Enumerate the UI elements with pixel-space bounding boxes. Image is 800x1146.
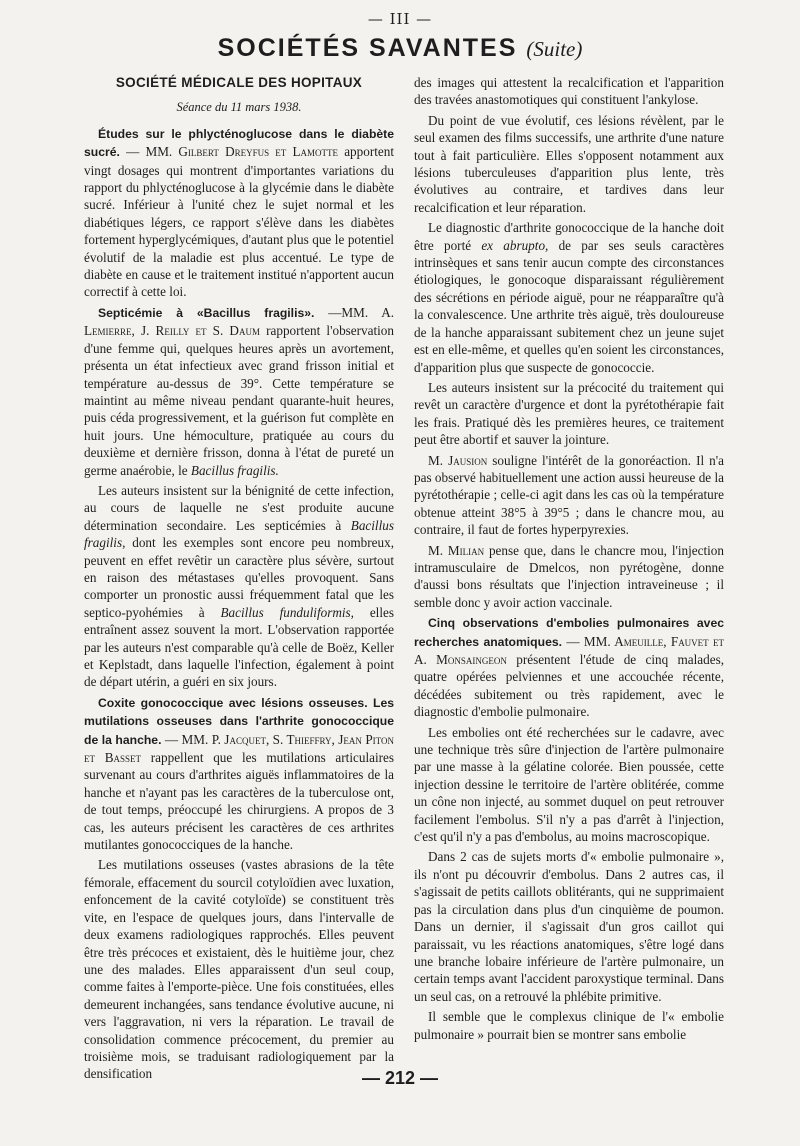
paragraph-text: souligne l'intérêt de la gonoréaction. Il n'a pas observé habituellement une action aussi heureuse de la pyrétothérapie ; celle-ci agit dans les cas où la température obtenue atteint 38°5 à 39°5 ; dans le chancre mou, au contraire, il faut de fortes hyperpyrexies. (414, 452, 725, 538)
article-title: Coxite gonococcique avec lésions osseuses. Les mutilations osseuses dans l'arthrite gonococcique de la hanche. (84, 695, 394, 747)
paragraph-text: elles entraînent assez souvent la mort. L'observation rapportée par les auteurs n'est comparable qu'à celle de Boëz, Keller et Keplstadt, dans laquelle l'infection, également à point de départ utérin, a guéri en six jours. (84, 604, 394, 690)
article-authors: — MM. P. Jacquet, S. Thieffry, Jean Piton et Basset (84, 731, 394, 766)
title-text: SOCIÉTÉS SAVANTES (217, 34, 518, 62)
paragraph-text: dont les exemples sont encore peu nombreux, peuvent en effet revêtir un caractère plus sévère, surtout en raison des métastases qu'elles provoquent. Sans comporter un pronostic aussi fréquemment fatal que les septico-pyohémies à (84, 535, 395, 620)
paragraph (414, 219, 724, 376)
article-authors: — MM. Gilbert Dreyfus et Lamotte (126, 144, 339, 160)
article-phlyctenoglucose (84, 125, 394, 301)
article-text: rappellent que les mutilations articulaires survenant au cours d'arthrites aiguës inflammatoires de la hanche et n'ayant pas les caractères de la tuberculose ont, de tout temps, préoccupé les chirurgiens. A propos de 3 cas, les auteurs précisent les caractères de ces arthrites mutilantes gonococciques de la hanche. (84, 750, 395, 853)
page-title (0, 34, 800, 63)
bacillus-name: Bacillus fragilis. (190, 462, 279, 478)
paragraph: Du point de vue évolutif, ces lésions révèlent, par le seul examen des films successifs, une arthrite d'une nature tout à fait particulière. Elles s'opposent notamment aux lésions tuberculeuses d'apparition plus lente, très évolutives au contraire, et tardives dans leur recalcification et leur réparation. (414, 112, 724, 215)
right-column (414, 74, 724, 1046)
paragraph: des images qui attestent la recalcification et l'apparition des travées anastomotiques qui constituent l'ankylose. (414, 75, 724, 108)
paragraph: Les mutilations osseuses (vastes abrasions de la tête fémorale, effacement du sourcil cotyloïdien avec luxation, enfoncement de la cavité cotyloïde) se constituent très vite, en l'espace de quelques jours, dans l'intervalle de deux examens radiologiques rapprochés. Elles peuvent être très précoces et existaient, dès le huitième jour, chez une des malades. Elles apparaissent d'un seul coup, comme faites à l'emporte-pièce. Une fois constituées, elles demeurent inchangées, sans tendance évolutive aucune, ni vers l'aggravation, ni vers la réparation. Le travail de consolidation commence précocement, du premier au troisième mois, se traduisant radiologiquement par la densification (84, 857, 394, 1082)
paragraph: Les embolies ont été recherchées sur le cadavre, avec une technique très sûre d'injection de l'artère pulmonaire par une masse à la gélatine colorée. Bien poussée, cette injection dessine le territoire de l'artère oblitérée, comme un cône non injecté, au sommet duquel on peut retrouver facilement l'embolus. S'il n'y a pas d'arrêt à l'injection, c'est qu'il n'y a pas d'embolus, au moins macroscopique. (414, 724, 724, 845)
paragraph-text: Les auteurs insistent sur la bénignité de cette infection, au cours de laquelle ne s'est produite aucune détermination secondaire. Les septicémies à (84, 482, 394, 533)
article-authors: —MM. A. Lemierre, J. Reilly et S. Daum (84, 304, 395, 339)
paragraph: Il semble que le complexus clinique de l'« embolie pulmonaire » pourrait bien se montrer sans embolie (414, 1009, 724, 1042)
paragraph (84, 482, 394, 691)
paragraph: Les auteurs insistent sur la précocité du traitement qui revêt un caractère d'urgence et dont la pyrétothérapie fait les frais. Pratiqué dès les premières heures, ce traitement peut être abortif et sauver la jointure. (414, 379, 724, 448)
paragraph (414, 542, 724, 612)
article-coxite-gonococcique (84, 694, 394, 854)
paragraph-text: Le diagnostic d'arthrite gonococcique de la hanche doit être porté (414, 220, 724, 253)
paragraph (414, 452, 724, 539)
bacillus-name: Bacillus funduliformis, (220, 604, 354, 620)
article-title: Cinq observations d'embolies pulmonaires avec recherches anatomiques. (414, 616, 724, 649)
article-title: Septicémie à «Bacillus fragilis». (98, 305, 315, 320)
article-text: apportent vingt dosages qui montrent d'importantes variations du rapport du phlycténoglucose à la glycémie dans le diabète sucré. Inférieur à l'unité chez le sujet normal et les diabétiques légers, ce rapport s'élève dans les diabètes fortement hyperglycémiques, d'autant plus que le potentiel évolutif de la maladie est plus accentué. Le type de diabète en cause et le traitement institué n'apportent aucun correctif à cette loi. (84, 144, 395, 300)
page-number: — 212 — (361, 1068, 439, 1088)
article-text: rapportent l'observation d'une femme qui, quelques heures après un avortement, présenta un état infectieux avec grand frisson initial et température au-dessus de 39°. Cette température se maintint au même niveau pendant quarante-huit heures, puis céda progressivement, et la guérison fut complète en huit jours. Une hémoculture, pratiquée au cours du deuxième et dernière frisson, donna à l'état de pureté un germe anaérobie, le (84, 323, 394, 478)
title-suite: (Suite) (526, 37, 583, 61)
paragraph-text: pense que, dans le chancre mou, l'injection intramusculaire de Dmelcos, non pyrétogène, donne d'aussi bons résultats que l'injection intraveineuse ; il semble donc y avoir action vaccinale. (414, 542, 724, 610)
article-bacillus-fragilis (84, 304, 394, 479)
article-authors: — MM. Ameuille, Fauvet et A. Monsaingeon (414, 633, 725, 667)
paragraph: Dans 2 cas de sujets morts d'« embolie pulmonaire », ils n'ont pu découvrir d'embolus. Dans 2 autres cas, il s'agissait de petits caillots oblitérants, qui ne supprimaient pas la circulation dans plus d'un cinquième de poumon. Dans un dernier, il s'agissait d'un gros caillot qui paraissait, vu les réactions anatomiques, s'être logé dans une branche lobaire inférieure de l'artère pulmonaire, un certain temps avant l'accident paroxystique terminal. Dans un seul cas, on a retrouvé la phlébite primitive. (414, 849, 724, 1004)
article-embolies-pulmonaires (414, 614, 724, 720)
folio-roman: — III — (367, 10, 433, 28)
paragraph-text: de par ses seuls caractères intrinsèques et sans tenir aucun compte des circonstances étiologiques, le gonocoque disparaissant régulièrement des sécrétions en période aiguë, pour ne réapparaître qu'à la convalescence. Une arthrite très aiguë, très douloureuse de la hanche apparaissant subitement chez un jeune sujet est en elle-même, et quelles qu'en soient les circonstances, d'apparition plus que suspecte de gonococcie. (414, 237, 724, 375)
speaker-name: M. Milian (428, 542, 485, 558)
latin-phrase: ex abrupto, (481, 237, 549, 253)
speaker-name: M. Jausion (428, 452, 488, 468)
article-text: présentent l'étude de cinq malades, quatre opérées pelviennes et une accouchée récente, décédées subitement ou très rapidement, avec le diagnostic d'embolie pulmonaire. (414, 652, 725, 720)
society-heading: SOCIÉTÉ MÉDICALE DES HOPITAUX (115, 75, 363, 90)
article-title: Études sur le phlycténoglucose dans le diabète sucré. (84, 126, 394, 160)
seance-date: Séance du 11 mars 1938. (176, 100, 302, 115)
left-column (84, 72, 394, 1086)
bacillus-name: Bacillus fragilis, (84, 517, 394, 551)
